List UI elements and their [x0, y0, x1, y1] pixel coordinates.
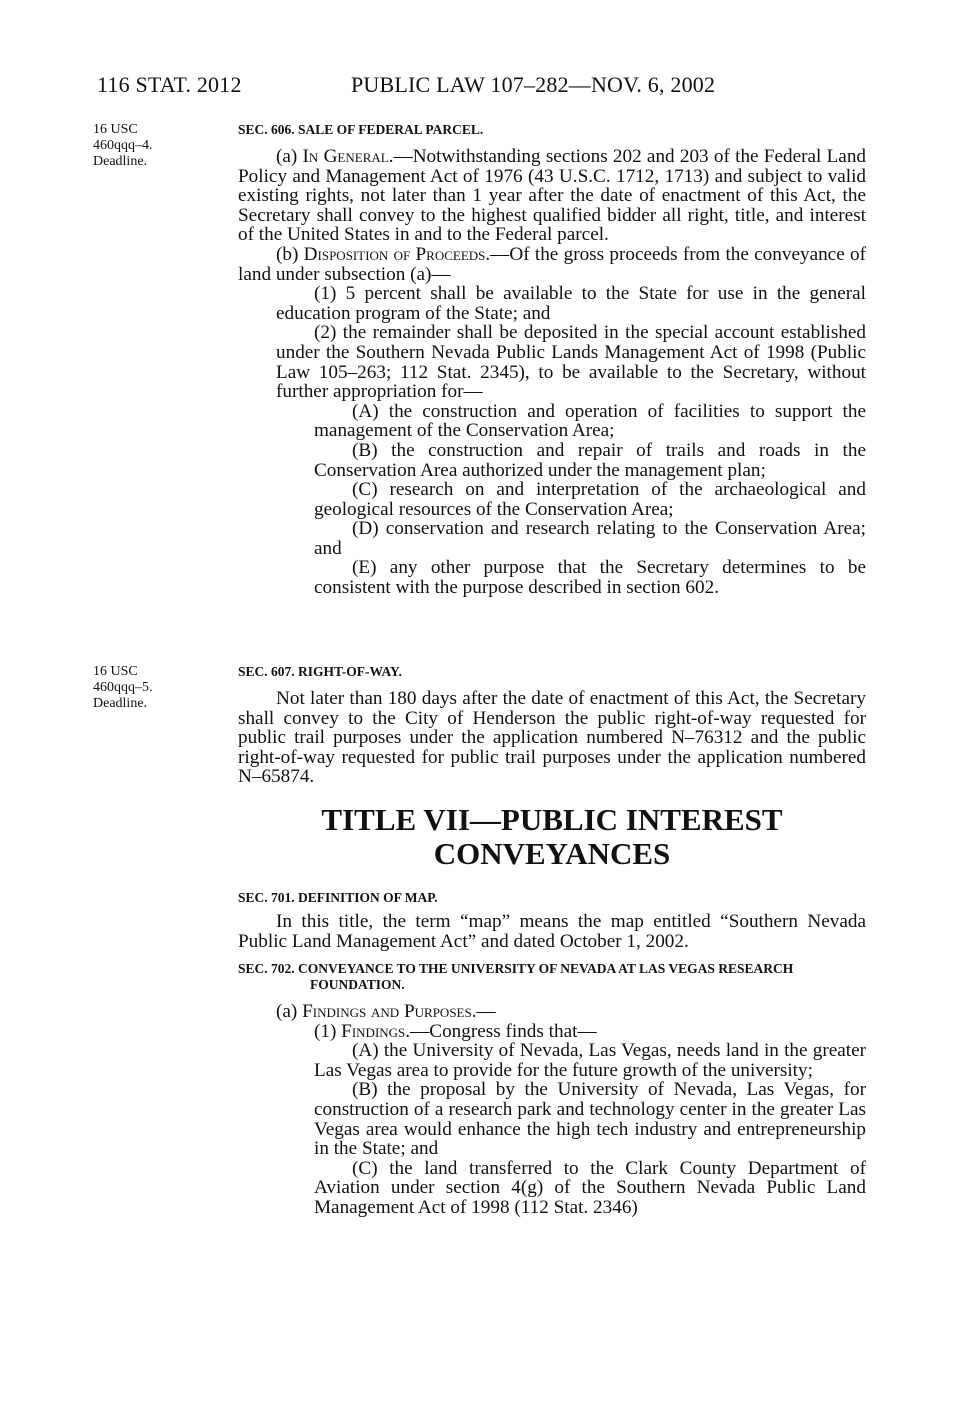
- paragraph-1: (1) 5 percent shall be available to the State for use in the general education program of the State; and: [276, 283, 866, 324]
- margin-note-tag: Deadline.: [93, 154, 148, 169]
- subparagraph-D: (D) conservation and research relating to the Conservation Area; and: [314, 518, 866, 559]
- subsection-label: (a): [276, 146, 303, 167]
- subparagraph-C: (C) the land transferred to the Clark County Department of Aviation under section 4(g) of the Southern Nevada Public Land Management Act of 1998 (112 Stat. 2346): [314, 1157, 866, 1218]
- paragraph-caption: Findings.: [341, 1020, 411, 1042]
- subsection-a: [238, 1002, 866, 1022]
- section-heading: SEC. 702. CONVEYANCE TO THE UNIVERSITY OF NEVADA AT LAS VEGAS RESEARCH FOUNDATION.: [238, 961, 794, 992]
- title-line-1: TITLE VII—PUBLIC INTEREST: [321, 802, 783, 837]
- subparagraph-A: (A) the construction and operation of facilities to support the management of the Conservation Area;: [314, 400, 866, 442]
- subparagraph-B: (B) the proposal by the University of Nevada, Las Vegas, for construction of a research park and technology center in the greater Las Vegas area would enhance the high tech industry and entrepreneurship in the State; and: [314, 1079, 866, 1160]
- subsection-label: (a): [276, 1001, 303, 1022]
- subsection-b: [238, 245, 866, 284]
- subsection-caption: Findings and Purposes.: [302, 1001, 477, 1022]
- section-607: [238, 664, 866, 787]
- margin-note-607: [93, 664, 213, 712]
- section-text: In this title, the term “map” means the map entitled “Southern Nevada Public Land Management Act” and dated October 1, 2002.: [238, 911, 866, 952]
- section-heading: SEC. 606. SALE OF FEDERAL PARCEL.: [238, 122, 484, 137]
- margin-note-cite: 16 USC: [93, 122, 138, 137]
- subsection-caption: Disposition of Proceeds.: [303, 243, 491, 265]
- paragraph-2: (2) the remainder shall be deposited in the special account established under the Southern Nevada Public Lands Management Act of 1998 (Public Law 105–263; 112 Stat. 2345), to be available to the Secretary, without further appropriation for—: [276, 322, 866, 403]
- subsection-text: —Of the gross proceeds from the conveyance of land under subsection (a)—: [238, 243, 866, 285]
- section-702: [238, 961, 866, 1218]
- subsection-dash: —: [476, 1001, 496, 1022]
- margin-note-tag: Deadline.: [93, 696, 148, 711]
- subsection-a: [238, 147, 866, 245]
- subparagraph-A: (A) the University of Nevada, Las Vegas, needs land in the greater Las Vegas area to provide for the future growth of the university;: [314, 1040, 866, 1081]
- title-heading: [238, 803, 866, 871]
- subparagraph-E: (E) any other purpose that the Secretary determines to be consistent with the purpose described in section 602.: [314, 557, 866, 599]
- margin-note-code: 460qqq–5.: [93, 680, 153, 695]
- subsection-label: (b): [276, 243, 304, 265]
- margin-note-cite: 16 USC: [93, 664, 138, 679]
- section-heading: SEC. 701. DEFINITION OF MAP.: [238, 890, 438, 905]
- paragraph-text: —Congress finds that—: [410, 1020, 597, 1042]
- margin-note-606: [93, 122, 213, 170]
- paragraph-1: [238, 1022, 866, 1042]
- section-text: Not later than 180 days after the date of enactment of this Act, the Secretary shall convey to the City of Henderson the public right-of-way requested for public trail purposes under the application numbered N–76312 and the public right-of-way requested for public trail purposes under the application numbered N–65874.: [238, 688, 866, 788]
- subparagraph-B: (B) the construction and repair of trails and roads in the Conservation Area authorized under the management plan;: [314, 439, 866, 481]
- subsection-text: —Notwithstanding sections 202 and 203 of the Federal Land Policy and Management Act of 1976 (43 U.S.C. 1712, 1713) and subject to valid existing rights, not later than 1 year after the date of enactment of this Act, the Secretary shall convey to the highest qualified bidder all right, title, and interest of the United States in and to the Federal parcel.: [238, 146, 867, 246]
- page-number: 116 STAT. 2012: [97, 72, 242, 97]
- section-701: [238, 890, 866, 951]
- law-citation: PUBLIC LAW 107–282—NOV. 6, 2002: [351, 72, 716, 97]
- title-line-2: CONVEYANCES: [433, 836, 671, 871]
- section-606: [238, 122, 866, 598]
- subsection-caption: In General.: [302, 146, 394, 167]
- subparagraph-C: (C) research on and interpretation of the archaeological and geological resources of the Conservation Area;: [314, 479, 866, 520]
- section-heading: SEC. 607. RIGHT-OF-WAY.: [238, 664, 402, 679]
- paragraph-label: (1): [314, 1020, 342, 1042]
- margin-note-code: 460qqq–4.: [93, 138, 153, 153]
